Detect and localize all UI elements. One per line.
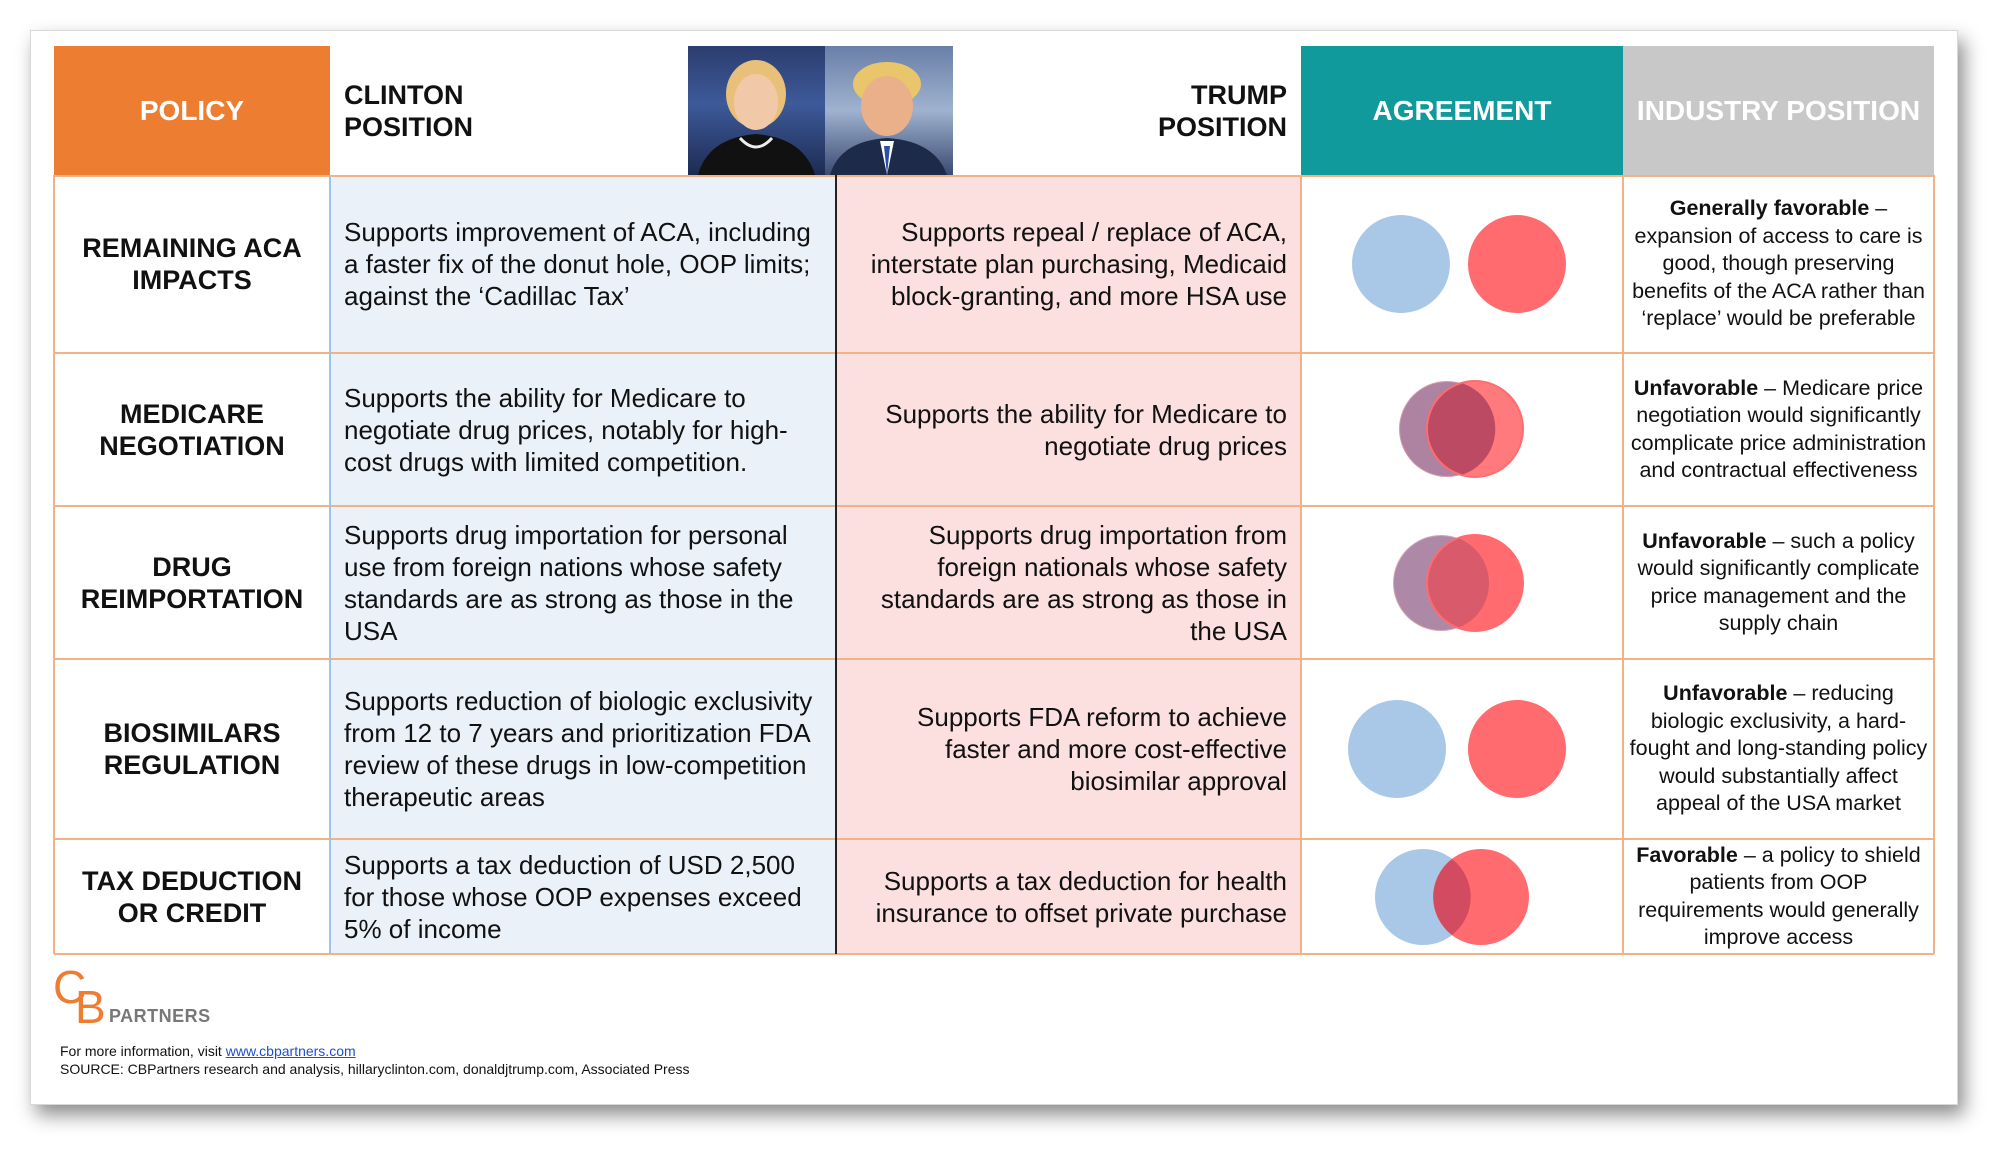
policy-cell-reimportation: [54, 506, 330, 659]
clinton-header-line1: CLINTON: [344, 79, 464, 110]
trump-header-line2: POSITION: [1157, 111, 1287, 142]
clinton-header-line2: POSITION: [344, 111, 474, 142]
industry-detail: – Medicare price negotiation would significantly complicate price administration and contractual effectiveness: [1630, 375, 1927, 482]
grid-line: [835, 175, 837, 954]
industry-verdict: Unfavorable: [1663, 681, 1788, 706]
policy-label: IMPACTS: [132, 265, 252, 295]
grid-line: [54, 953, 1934, 955]
trump-position-medicare: Supports the ability for Medicare to negotiate drug prices: [836, 353, 1301, 506]
clinton-position-biosimilars: Supports reduction of biologic exclusivity from 12 to 7 years and prioritization FDA review of these drugs in low-competition therapeutic areas: [330, 659, 836, 839]
footer-info-text: For more information, visit: [60, 1043, 226, 1059]
industry-verdict: Unfavorable: [1642, 528, 1767, 553]
grid-line: [54, 658, 1934, 660]
grid-line: [1622, 175, 1624, 954]
agreement-medicare: [1301, 353, 1623, 506]
industry-position-header: INDUSTRY POSITION: [1623, 46, 1934, 175]
agreement-header: AGREEMENT: [1301, 46, 1623, 175]
logo-partners: PARTNERS: [109, 1006, 211, 1026]
footer-info: [60, 1043, 356, 1059]
policy-cell-medicare: [54, 353, 330, 506]
clinton-position-medicare: Supports the ability for Medicare to negotiate drug prices, notably for high-cost drugs with limited competition.: [330, 353, 836, 506]
agreement-biosimilars: [1301, 659, 1623, 839]
policy-label: OR CREDIT: [117, 897, 267, 928]
trump-position-reimportation: Supports drug importation from foreign nationals whose safety standards are as strong as those in the USA: [836, 506, 1301, 659]
policy-cell-tax: [54, 839, 330, 954]
industry-verdict: Favorable: [1636, 842, 1738, 867]
clinton-circle: [1352, 215, 1450, 313]
agreement-tax: [1301, 839, 1623, 954]
policy-label: REGULATION: [103, 750, 281, 780]
trump-circle: [1468, 215, 1566, 313]
grid-line: [54, 838, 1934, 840]
policy-header: POLICY: [54, 46, 330, 175]
grid-line: [54, 175, 1934, 177]
logo-b: B: [75, 981, 106, 1033]
slide: [30, 30, 1958, 1105]
footer-source: SOURCE: CBPartners research and analysis, hillaryclinton.com, donaldjtrump.com, Associated Press: [60, 1061, 690, 1077]
policy-cell-biosimilars: [54, 659, 330, 839]
policy-label: NEGOTIATION: [99, 430, 285, 461]
industry-position-tax: [1623, 839, 1934, 954]
clinton-position-reimportation: Supports drug importation for personal use from foreign nations whose safety standards are as strong as those in the USA: [330, 506, 836, 659]
industry-detail: – such a policy would significantly complicate price management and the supply chain: [1637, 528, 1920, 635]
policy-cell-aca: [54, 175, 330, 353]
industry-position-reimportation: [1623, 506, 1934, 659]
trump-position-aca: Supports repeal / replace of ACA, interstate plan purchasing, Medicaid block-granting, and more HSA use: [836, 175, 1301, 353]
industry-detail: – expansion of access to care is good, though preserving benefits of the ACA rather than ‘replace’ would be preferable: [1632, 196, 1925, 331]
trump-circle: [1468, 700, 1566, 798]
agreement-reimportation: [1301, 506, 1623, 659]
clinton-position-aca: Supports improvement of ACA, including a faster fix of the donut hole, OOP limits; against the ‘Cadillac Tax’: [330, 175, 836, 353]
industry-position-medicare: [1623, 353, 1934, 506]
grid-line: [329, 175, 331, 954]
logo-c: C: [53, 961, 87, 1013]
clinton-circle: [1348, 700, 1446, 798]
industry-detail: – reducing biologic exclusivity, a hard-fought and long-standing policy would substantially affect appeal of the USA market: [1629, 681, 1928, 816]
policy-label: REMAINING ACA: [82, 233, 302, 263]
clinton-photo: [688, 46, 825, 175]
industry-position-biosimilars: [1623, 659, 1934, 839]
trump-position-biosimilars: Supports FDA reform to achieve faster and more cost-effective biosimilar approval: [836, 659, 1301, 839]
agreement-aca: [1301, 175, 1623, 353]
grid-line: [54, 352, 1934, 354]
grid-line: [1300, 175, 1302, 954]
policy-label: TAX DEDUCTION: [82, 865, 302, 896]
policy-label: REIMPORTATION: [80, 583, 304, 614]
industry-detail: – a policy to shield patients from OOP requirements would generally improve access: [1638, 842, 1921, 949]
industry-position-aca: [1623, 175, 1934, 353]
trump-photo: [825, 46, 953, 175]
industry-verdict: Unfavorable: [1633, 375, 1759, 400]
policy-label: BIOSIMILARS: [103, 718, 281, 748]
policy-label: MEDICARE: [119, 398, 264, 429]
industry-verdict: Generally favorable: [1669, 196, 1870, 221]
grid-line: [1933, 175, 1935, 954]
grid-line: [54, 505, 1934, 507]
grid-line: [53, 175, 55, 954]
website-link[interactable]: www.cbpartners.com: [225, 1043, 356, 1059]
policy-label: DRUG: [152, 551, 232, 582]
cbpartners-logo: [53, 961, 233, 1036]
trump-position-tax: Supports a tax deduction for health insurance to offset private purchase: [836, 839, 1301, 954]
trump-header-line1: TRUMP: [1191, 79, 1287, 110]
clinton-position-tax: Supports a tax deduction of USD 2,500 for those whose OOP expenses exceed 5% of income: [330, 839, 836, 954]
